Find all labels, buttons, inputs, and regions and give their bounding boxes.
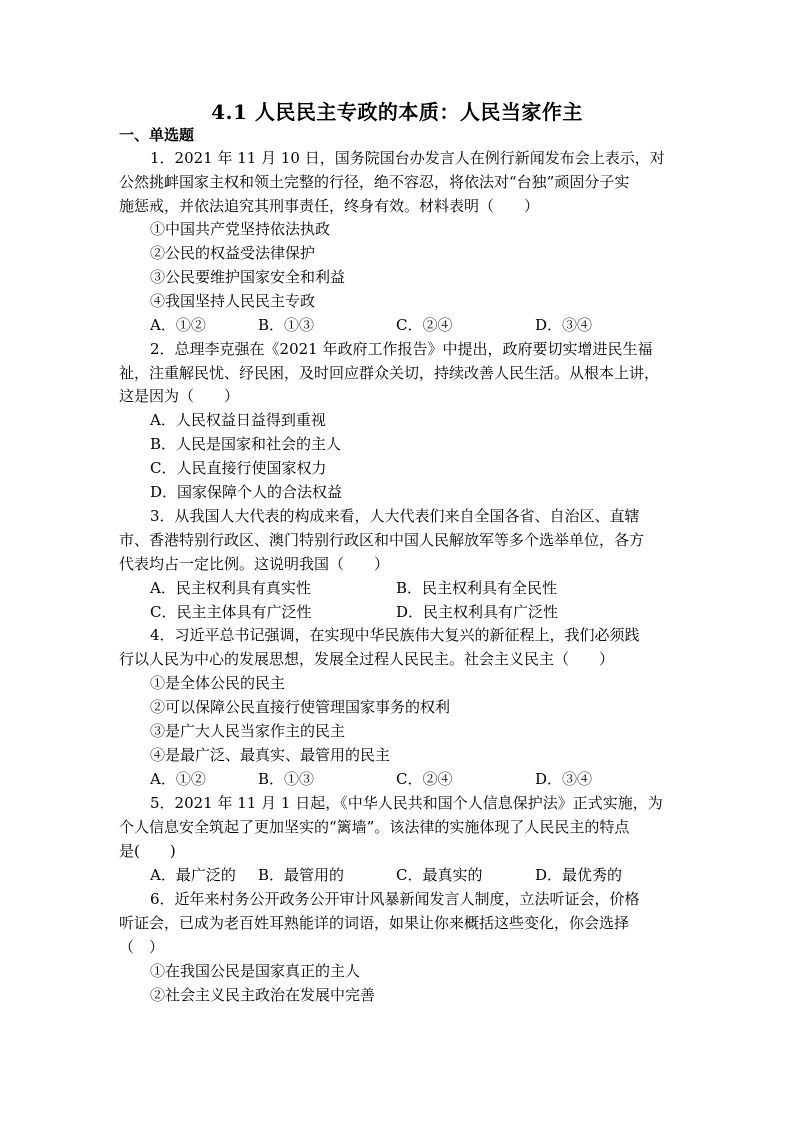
q6-stem-line-1: 6．近年来村务公开政务公开审计风暴新闻发言人制度，立法听证会，价格 [150,890,640,908]
q6-stem-line-3: （ ） [119,938,165,956]
q2-option-c: C．人民直接行使国家权力 [150,459,327,477]
q1-item-1: ①中国共产党坚持依法执政 [150,220,331,238]
q2-option-a: A．人民权益日益得到重视 [150,411,326,429]
q2-stem-line-2: 祉，注重解民忧、纾民困，及时回应群众关切，持续改善人民生活。从根本上讲， [119,364,660,382]
q2-option-d: D．国家保障个人的合法权益 [150,483,343,501]
q3-option-a: A．民主权利具有真实性 [150,579,311,597]
q5-option-d: D．最优秀的 [535,866,623,884]
q4-item-2: ②可以保障公民直接行使管理国家事务的权利 [150,698,451,716]
q1-stem-line-3: 施惩戒，并依法追究其刑事责任，终身有效。材料表明（ ） [119,197,540,215]
q1-item-3: ③公民要维护国家安全和利益 [150,268,346,286]
q4-stem-line-2: 行以人民为中心的发展思想，发展全过程人民民主。社会主义民主（ ） [119,650,615,668]
q4-option-d: D．③④ [535,770,593,788]
page-title: 4.1 人民民主专政的本质：人民当家作主 [211,100,583,124]
q2-stem-line-3: 这是因为（ ） [119,387,240,405]
q4-option-a: A．①② [150,770,206,788]
q4-stem-line-1: 4．习近平总书记强调，在实现中华民族伟大复兴的新征程上，我们必须践 [150,626,640,644]
q5-stem-line-2: 个人信息安全筑起了更加坚实的“篱墙”。该法律的实施体现了人民民主的特点 [119,818,630,836]
q4-option-c: C．②④ [396,770,453,788]
q1-item-4: ④我国坚持人民民主专政 [150,292,316,310]
q4-item-1: ①是全体公民的民主 [150,674,286,692]
q6-stem-line-2: 听证会，已成为老百姓耳熟能详的词语，如果让你来概括这些变化，你会选择 [119,914,630,932]
q6-item-1: ①在我国公民是国家真正的主人 [150,962,361,980]
q1-stem-line-1: 1．2021 年 11 月 10 日，国务院国台办发言人在例行新闻发布会上表示，对 [150,149,665,167]
q1-option-b: B．①③ [258,316,315,334]
q1-stem-line-2: 公然挑衅国家主权和领土完整的行径，绝不容忍，将依法对“台独”顽固分子实 [119,173,630,191]
q5-option-c: C．最真实的 [396,866,483,884]
q4-option-b: B．①③ [258,770,315,788]
q3-stem-line-1: 3．从我国人大代表的构成来看，人大代表们来自全国各省、自治区、直辖 [150,507,640,525]
q5-stem-line-3: 是( ) [119,842,176,860]
q3-option-c: C．民主主体具有广泛性 [150,603,312,621]
q2-stem-line-1: 2．总理李克强在《2021 年政府工作报告》中提出，政府要切实增进民生福 [150,340,653,358]
q1-item-2: ②公民的权益受法律保护 [150,244,316,262]
section-heading: 一、单选题 [119,126,195,144]
q3-stem-line-3: 代表均占一定比例。这说明我国（ ） [119,555,390,573]
q5-option-a: A．最广泛的 [150,866,236,884]
q3-option-b: B．民主权利具有全民性 [396,579,558,597]
q1-option-d: D．③④ [535,316,593,334]
q1-option-a: A．①② [150,316,206,334]
q1-option-c: C．②④ [396,316,453,334]
q2-option-b: B．人民是国家和社会的主人 [150,435,342,453]
q5-option-b: B．最管用的 [258,866,345,884]
q6-item-2: ②社会主义民主政治在发展中完善 [150,986,376,1004]
q4-item-4: ④是最广泛、最真实、最管用的民主 [150,746,391,764]
q3-option-d: D．民主权利具有广泛性 [396,603,559,621]
q3-stem-line-2: 市、香港特别行政区、澳门特别行政区和中国人民解放军等多个选举单位，各方 [119,531,645,549]
q5-stem-line-1: 5．2021 年 11 月 1 日起，《中华人民共和国个人信息保护法》正式实施，为 [150,794,663,812]
q4-item-3: ③是广大人民当家作主的民主 [150,722,346,740]
